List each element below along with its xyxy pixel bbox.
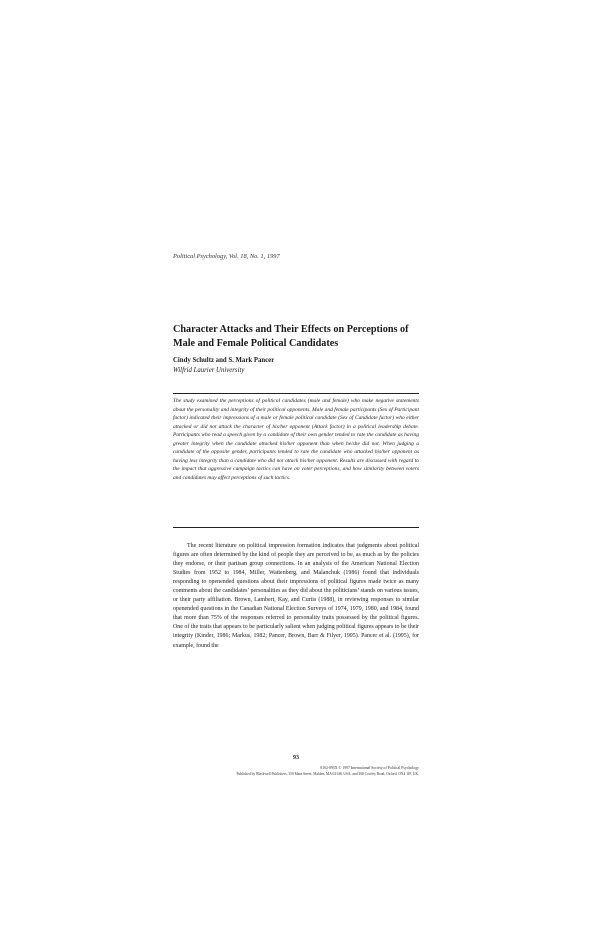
page-number: 93 — [293, 755, 299, 761]
body-paragraph: The recent literature on political impression formation indicates that judgments about political figures are often determined by the kind of people they are perceived to be, as much as by the policies they endorse, or their partisan group connections. In an analysis of the American National Election Studies from 1952 to 1984, Miller, Wattenberg, and Malanchuk (1986) found that individuals responding to openended questions about their impressions of political figures made twice as many comments about the candidates’ personalities as they did about the politicians’ stands on various issues, or their party affiliation. Brown, Lambert, Kay, and Curtis (1988), in reviewing responses to similar openended questions in the Canadian National Election Surveys of 1974, 1979, 1980, and 1984, found that more than 75% of the responses referred to personality traits possessed by the political figures. One of the traits that appears to be particularly salient when judging political figures appears to be their integrity (Kinder, 1986; Markus, 1982; Pancer, Brown, Barr & Filyer, 1995). Pancer et al. (1995), for example, found the — [173, 543, 419, 649]
paper-page — [173, 0, 419, 927]
footer-copyright: 0162-895X © 1997 International Society of Political Psychology — [320, 766, 419, 770]
article-title: Character Attacks and Their Effects on Perceptions of Male and Female Political Candidates — [173, 324, 409, 349]
abstract-text: The study examined the perceptions of political candidates (male and female) who make negative statements about the personality and integrity of their political opponents. Male and female participants (Sex of Participant factor) indicated their impressions of a male or female political candidate (Sex of Candidate factor) who either attacked or did not attack the character of his/her opponent (Attack factor) in a political leadership debate. Participants who read a speech given by a candidate of their own gender tended to rate the candidate as having greater integrity when the candidate attacked his/her opponent than when he/she did not. When judging a candidate of the opposite gender, participants tended to rate the candidate who attacked his/her opponent as having less integrity than a candidate who did not attack his/her opponent. Results are discussed with regard to the impact that aggressive campaign tactics can have on voter perceptions, and how similarity between voters and candidates may affect perceptions of such tactics. — [173, 398, 419, 481]
author-names: Cindy Schultz and S. Mark Pancer — [173, 357, 275, 364]
journal-citation: Political Psychology, Vol. 18, No. 1, 1997 — [173, 253, 280, 260]
abstract-bottom-rule — [173, 527, 419, 528]
author-affiliation: Wilfrid Laurier University — [173, 367, 245, 374]
abstract-top-rule — [173, 393, 419, 394]
footer-publisher: Published by Blackwell Publishers, 350 Main Street, Malden, MA 02148, USA, and 108 Cowley Road, Oxford, OX4 1JF, UK. — [236, 772, 419, 776]
